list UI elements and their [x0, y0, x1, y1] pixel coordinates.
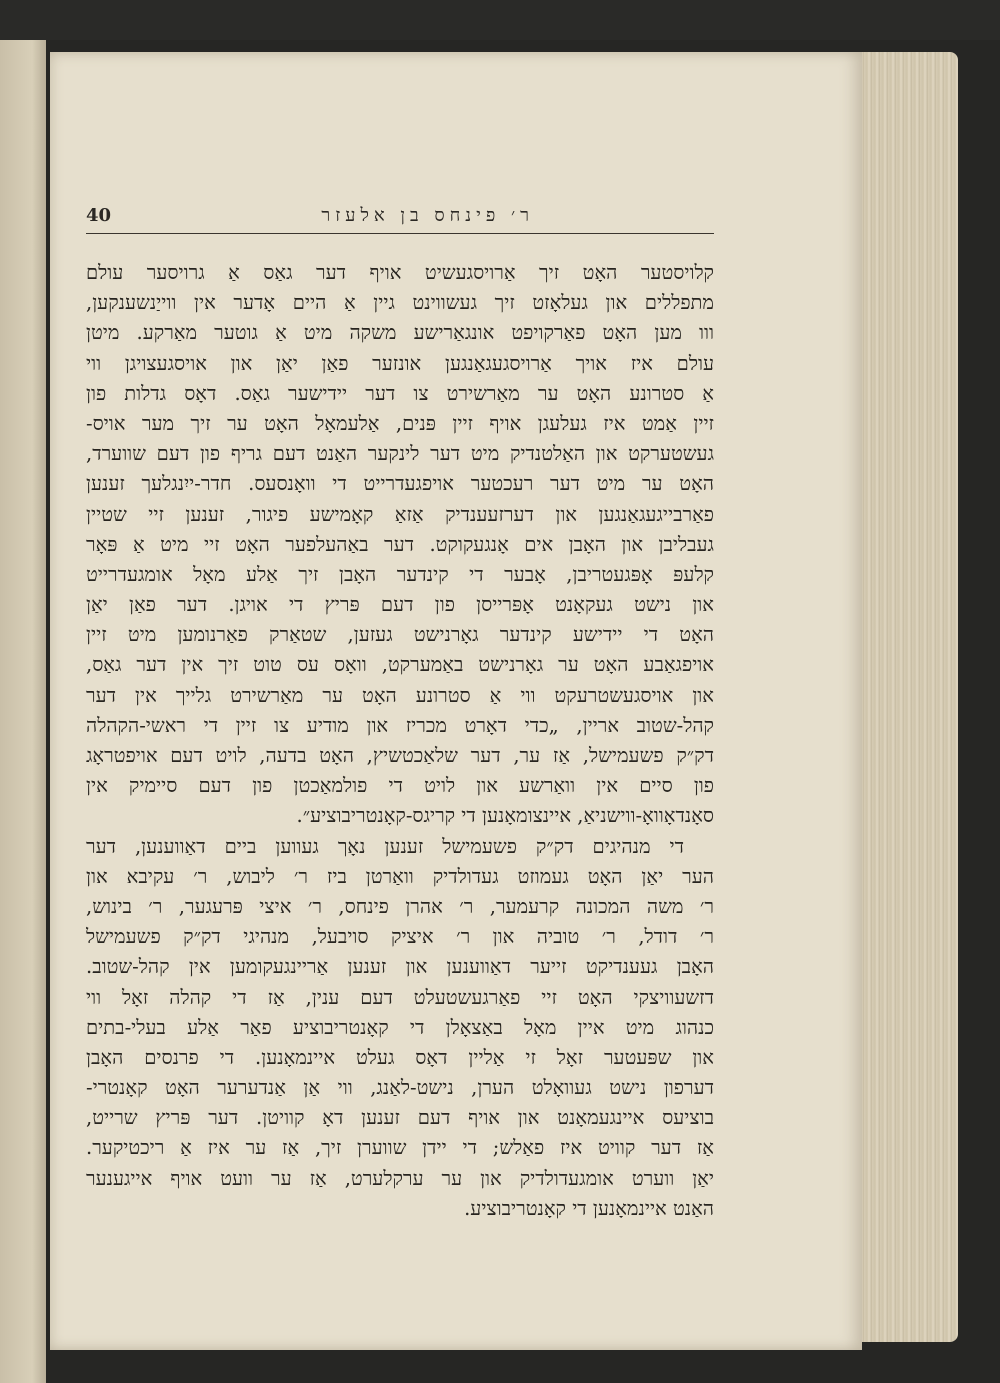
- running-head: ר׳ פינחס בן אלעזר: [321, 205, 534, 226]
- text-line: פון סיים אין וואַרשע און לויט די פולמאַכטן פון דעם סיימיק אין: [86, 774, 714, 798]
- page-number: 40: [86, 205, 112, 226]
- text-line: בוציעס איינגעמאָנט און אויף דעם זענען דאָ קוויטן. דער פּריץ שרייט,: [86, 1106, 714, 1130]
- body-text: [86, 258, 714, 1224]
- text-line: זיין אַמט איז געלעגן אויף זיין פּנים, אַלעמאָל האָט ער זיך מער אויס-: [86, 411, 714, 435]
- text-line: סאָנדאָוואָ-ווישניאַ, איינצומאָנען די קריגס-קאָנטריבוציע״.: [296, 804, 714, 828]
- text-line: געבליבן און האָבן אים אָנגעקוקט. דער באַהעלפער האָט זיי מיט אַ פּאָר: [86, 532, 714, 556]
- text-line: דערפון נישט געוואָלט הערן, נישט-לאַנג, ווי אַן אַנדערער האָט קאָנטרי-: [86, 1076, 714, 1100]
- text-line: אויפגאַבע האָט ער גאָרנישט באַמערקט, וואָס עס טוט זיך אין דער גאַס,: [86, 653, 714, 677]
- text-line: האָט די יידישע קינדער גאָרנישט געזען, שטאַרק פאַרנומען מיט זיין: [86, 623, 714, 647]
- text-line: און אויסגעשטרעקט ווי אַ סטרונע האָט ער מאַרשירט גלייך אין דער: [86, 683, 714, 707]
- text-line: דק״ק פשעמישל, אַז ער, דער שלאַכטשיץ, האָט בדעה, לויט דעם אויפטראָג: [86, 744, 714, 767]
- text-line: און שפּעטער זאָל זי אַליין דאָס געלט איינמאָנען. די פרנסים האָבן: [86, 1045, 714, 1069]
- text-line: ר׳ דודל, ר׳ טוביה און ר׳ איציק סויבעל, מנהיגי דק״ק פשעמישל: [86, 925, 714, 949]
- text-line: פאַרבייגעגאַנגען און דערזעענדיק אַזאַ קאָמישע פיגור, זענען זיי שטיין: [86, 502, 714, 526]
- text-line: קהל-שטוב אריין, „כדי דאָרט מכריז און מודיע צו זיין די ראשי-הקהלה: [86, 713, 714, 737]
- text-line: אַז דער קוויט איז פאַלש; די יידן שווערן זיך, אַז ער איז אַ ריכטיקער.: [86, 1136, 714, 1160]
- adjacent-page-edge: [0, 40, 46, 1383]
- text-line: און נישט געקאָנט אָפּרייסן פון דעם פּריץ די אויגן. דער פאַן יאַן: [86, 593, 714, 617]
- paragraph: [86, 832, 714, 1224]
- text-line: כנהוג מיט איין מאָל באַצאָלן די קאָנטריבוציע פאַר אַלע בעלי-בתים: [86, 1015, 714, 1039]
- text-line: דזשעוויצקי האָט זיי פאַרגעשטעלט דעם ענין, אַז די קהלה זאָל ווי: [86, 985, 714, 1009]
- text-line: הער יאַן האָט געמוזט געדולדיק וואַרטן ביז ר׳ ליבוש, ר׳ עקיבא און: [86, 864, 714, 888]
- text-line: האָבן געענדיקט זייער דאַווענען און זענען אַריינגעקומען אין קהל-שטוב.: [86, 955, 714, 979]
- text-line: קלעפּ אָפּגעטריבן, אָבער די קינדער האָבן זיך אַלע מאָל אומגעדרייט: [86, 562, 714, 586]
- text-line: אַ סטרונע האָט ער מאַרשירט צו דער יידישער גאַס. דאָס גדלות פון: [86, 381, 714, 405]
- header-rule: [86, 233, 714, 234]
- text-line: ר׳ משה המכונה קרעמער, ר׳ אהרן פינחס, ר׳ איצי פּרעגער, ר׳ בינוש,: [86, 894, 714, 918]
- text-line: האַנט איינמאָנען די קאָנטריבוציע.: [464, 1196, 714, 1220]
- text-line: קלויסטער האָט זיך אַרויסגעשיט אויף דער גאַס אַ גרויסער עולם: [86, 261, 714, 284]
- text-line: האָט ער מיט דער רעכטער אויפגעדרייט די וואָנסעס. חדר-ייִנגלעך זענען: [86, 472, 714, 496]
- text-line: געשטערקט און האַלטנדיק מיט דער לינקער האַנט דעם גריף פון דעם שווערד,: [86, 442, 714, 466]
- text-line: עולם איז אויך אַרויסגעגאַנגען אונזער פאַן יאַן און אויסגעצויגן ווי: [86, 351, 714, 375]
- text-line: די מנהיגים דק״ק פשעמישל זענען נאָך געווען ביים דאַווענען, דער: [86, 834, 684, 858]
- paragraph: [86, 258, 714, 832]
- text-line: יאַן ווערט אומגעדולדיק און ער ערקלערט, אַז ער וועט אויף אייגענער: [86, 1166, 714, 1190]
- text-line: מתפללים און געלאָזט זיך געשווינט גיין אַ היים אָדער אין ווייַנשענקען,: [86, 291, 714, 315]
- text-line: ווו מען האָט פאַרקויפט אונגאַרישע משקה מיט אַ גוטער מאַרקע. מיטן: [86, 321, 714, 345]
- page-edges: [848, 52, 958, 1342]
